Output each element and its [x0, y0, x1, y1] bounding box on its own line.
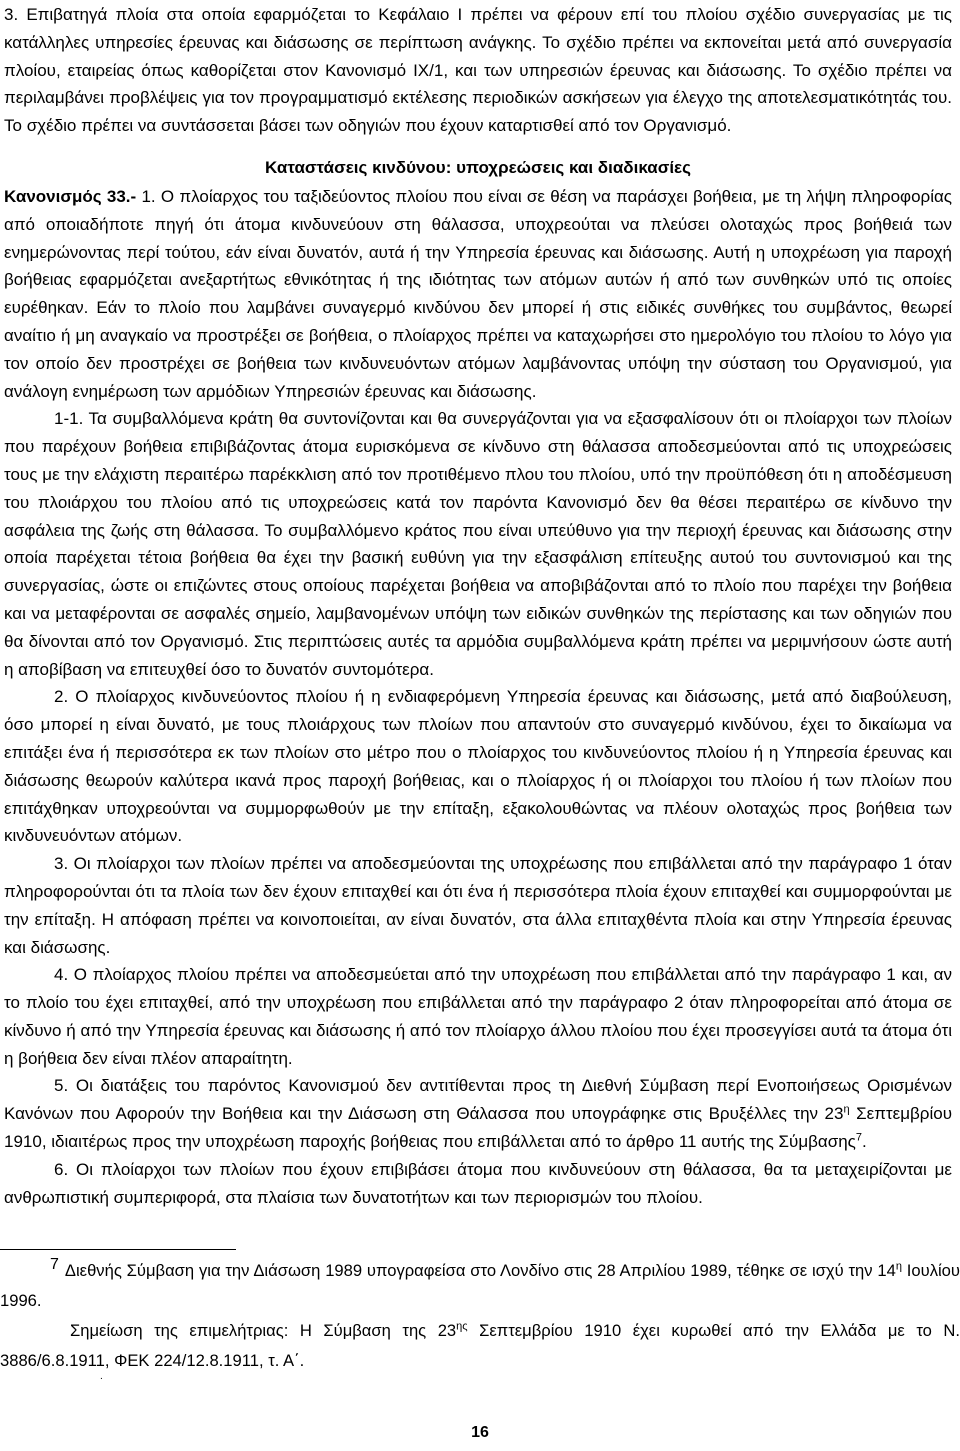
editor-note-text-b: Σεπτεμβρίου 1910 έχει κυρωθεί από την Ελλάδα με το Ν. 3886/6.8.1911, ΦΕΚ 224/12.8.1911, τ. Α΄.	[0, 1321, 960, 1370]
regulation-paragraph-1	[4, 183, 952, 405]
footnote-text-a: Διεθνής Σύμβαση για την Διάσωση 1989 υπογραφείσα στο Λονδίνο στις 28 Απριλίου 1989, τέθηκε σε ισχύ την 14	[64, 1261, 896, 1280]
regulation-paragraph-6: 6. Οι πλοίαρχοι των πλοίων που έχουν επιβιβάσει άτομα που κινδυνεύουν στη θάλασσα, θα τα μεταχειρίζονται με ανθρωπιστική συμπεριφορά, στα πλαίσια των δυνατοτήτων και των περιορισμών του πλοίου.	[4, 1159, 952, 1207]
intro-paragraph: 3. Επιβατηγά πλοία στα οποία εφαρμόζεται το Κεφάλαιο I πρέπει να φέρουν επί του πλοίου σχέδιο συνεργασίας με τις κατάλληλες υπηρεσίες έρευνας και διάσωσης σε περίπτωση ανάγκης. Το σχέδιο πρέπει να εκπονείται μετά από συνεργασία πλοίου, εταιρείας όπως καθορίζεται στον Κανονισμό IX/1, και των υπηρεσιών έρευνας και διάσωσης. Το σχέδιο πρέπει να περιλαμβάνει προβλέψεις για τον προγραμματισμό εκτέλεσης περιοδικών ασκήσεων για έλεγχο της αποτελεσματικότητάς του. Το σχέδιο πρέπει να συντάσσεται βάσει των οδηγιών που έχουν καταρτισθεί από τον Οργανισμό.	[4, 5, 952, 136]
paragraph-1-text: 1. Ο πλοίαρχος του ταξιδεύοντος πλοίου που είναι σε θέση να παράσχει βοήθεια, με τη λήψη πληροφορίας από οποιαδήποτε πηγή ότι άτομα κινδυνεύουν στη θάλασσα, υποχρεούται να πλεύσει ολοταχώς προς βοήθειά των ενημερώνοντας περί τούτου, εάν είναι δυνατόν, αυτά ή την Υπηρεσία έρευνας και διάσωσης. Αυτή η υποχρέωση για παροχή βοήθειας εφαρμόζεται ανεξαρτήτως εθνικότητας ή της ιδιότητας των ατόμων αυτών ή από των συνθηκών υπό τις οποίες ευρέθηκαν. Εάν το πλοίο που λαμβάνει συναγερμό κινδύνου δεν μπορεί ή στις ειδικές συνθήκες του συμβάντος, θεωρεί αναίτιο ή μη αναγκαίο να προστρέξει σε βοήθεια, ο πλοίαρχος πρέπει να καταχωρήσει στο ημερολόγιο του πλοίου το λόγο για τον οποίο δεν προστρέχει σε βοήθεια των κινδυνευόντων ατόμων λαμβάνοντας υπόψη την σύσταση του Οργανισμού, για ανάλογη ενημέρωση των αρμόδιων Υπηρεσιών έρευνας και διάσωσης.	[4, 186, 952, 401]
footnote-ordinal: η	[895, 1260, 902, 1273]
regulation-paragraph-5	[4, 1072, 952, 1155]
footnote-reference[interactable]: 7	[855, 1131, 862, 1144]
footnotes-area	[0, 1256, 960, 1375]
regulation-paragraph-1-1: 1-1. Τα συμβαλλόμενα κράτη θα συντονίζονται και θα συνεργάζονται για να εξασφαλίσουν ότι οι πλοίαρχοι των πλοίων που παρέχουν βοήθεια επιβιβάζοντας άτομα ευρισκόμενα σε κίνδυνο στη θάλασσα αποδεσμεύονται από τις υποχρεώσεις τους με την ελάχιστη περαιτέρω παρέκκλιση από τον προτιθέμενο πλου του πλοίου, υπό την προϋπόθεση ότι η αποδέσμευση του πλοιάρχου του πλοίου από τις υποχρεώσεις κατά τον παρόντα Κανονισμό δεν θα θέσει περαιτέρω σε κίνδυνο την ασφάλεια της ζωής στη θάλασσα. Το συμβαλλόμενο κράτος που είναι υπεύθυνο για την περιοχή έρευνας και διάσωσης στην οποία παρέχεται τέτοια βοήθεια θα έχει την βασική ευθύνη για την εξασφάλιση επίτευξης αυτού του συντονισμού και της συνεργασίας, ώστε οι επιζώντες στους οποίους παρέχεται βοήθεια να αποβιβάζονται από το πλοίο που παρέχει την βοήθεια και να μεταφέρονται σε ασφαλές σημείο, λαμβανομένων υπόψη των ειδικών συνθηκών της περίστασης και των οδηγιών που θα δίνονται από τον Οργανισμό. Στις περιπτώσεις αυτές τα αρμόδια συμβαλλόμενα κράτη πρέπει να μεριμνήσουν ώστε αυτή η αποβίβαση να επιτευχθεί όσο το δυνατόν συντομότερα.	[4, 409, 952, 679]
editor-note-text-a: Σημείωση της επιμελήτριας: Η Σύμβαση της 23	[70, 1321, 457, 1340]
paragraph-5-end: .	[861, 1132, 867, 1152]
document-page	[4, 0, 952, 1211]
regulation-paragraph-2: 2. Ο πλοίαρχος κινδυνεύοντος πλοίου ή η ενδιαφερόμενη Υπηρεσία έρευνας και διάσωσης, μετά από διαβούλευση, όσο μπορεί η είναι δυνατό, με τους πλοιάρχους των πλοίων που απαντούν στο συναγερμό κινδύνου, έχει το δικαίωμα να επιτάξει ένα ή περισσότερα εκ των πλοίων στο μέτρο που ο πλοίαρχος του κινδυνεύοντος πλοίου ή η Υπηρεσία έρευνας και διάσωσης θεωρούν καλύτερα ικανά προς παροχή βοήθειας, και ο πλοίαρχος ή οι πλοίαρχοι του πλοίου ή των πλοίων που επιτάχθηκαν υποχρεούνται να συμμορφωθούν με την επίταξη, εξακολουθώντας να πλέουν ολοταχώς προς βοήθεια των κινδυνευόντων ατόμων.	[4, 687, 952, 846]
footnote-text-b: Ιουλίου 1996.	[0, 1261, 960, 1310]
footnote-separator	[0, 1249, 236, 1250]
regulation-paragraph-3: 3. Οι πλοίαρχοι των πλοίων πρέπει να αποδεσμεύονται της υποχρέωσης που επιβάλλεται από την παράγραφο 1 όταν πληροφορούνται ότι τα πλοία των δεν έχουν επιταχθεί και ότι ένα ή περισσότερα πλοία έχουν επιταχθεί και συμμορφούνται με την επίταξη. Η απόφαση πρέπει να κοινοποιείται, αν είναι δυνατόν, στα άλλα επιταχθέντα πλοία και στην Υπηρεσία έρευνας και διάσωσης.	[4, 854, 952, 957]
footnote-marker: 7	[50, 1256, 59, 1273]
regulation-label: Κανονισμός 33.-	[4, 186, 142, 206]
section-heading: Καταστάσεις κινδύνου: υποχρεώσεις και διαδικασίες	[265, 157, 691, 177]
page-number: 16	[471, 1424, 489, 1441]
paragraph-5-text-b: Σεπτεμβρίου 1910, ιδιαιτέρως προς την υποχρέωση παροχής βοήθειας που επιβάλλεται από το άρθρο 11 αυτής της Σύμβασης	[4, 1104, 952, 1152]
paragraph-5-text-a: 5. Οι διατάξεις του παρόντος Κανονισμού δεν αντιτίθενται προς τη Διεθνή Σύμβαση περί Ενοποιήσεως Ορισμένων Κανόνων που Αφορούν την Βοήθεια και την Διάσωση στη Θάλασσα που υπογράφηκε στις Βρυξέλλες την 23	[4, 1076, 952, 1124]
regulation-paragraph-4: 4. Ο πλοίαρχος πλοίου πρέπει να αποδεσμεύεται από την υποχρέωση που επιβάλλεται από την παράγραφο 1 και, αν το πλοίο του έχει επιταχθεί, από την υποχρέωση που επιβάλλεται από την παράγραφο 2 όταν πληροφορείται από άτομα σε κίνδυνο ή από την Υπηρεσία έρευνας και διάσωσης ή από τον πλοίαρχο άλλου πλοίου που έχει προσεγγίσει αυτά τα άτομα ότι η βοήθεια δεν είναι πλέον απαραίτητη.	[4, 965, 952, 1068]
editor-note	[0, 1316, 960, 1375]
footnote-7	[0, 1256, 960, 1315]
ordinal-superscript: η	[843, 1103, 850, 1116]
editor-note-ordinal: ης	[456, 1320, 468, 1333]
stray-dot: .	[100, 1371, 103, 1382]
